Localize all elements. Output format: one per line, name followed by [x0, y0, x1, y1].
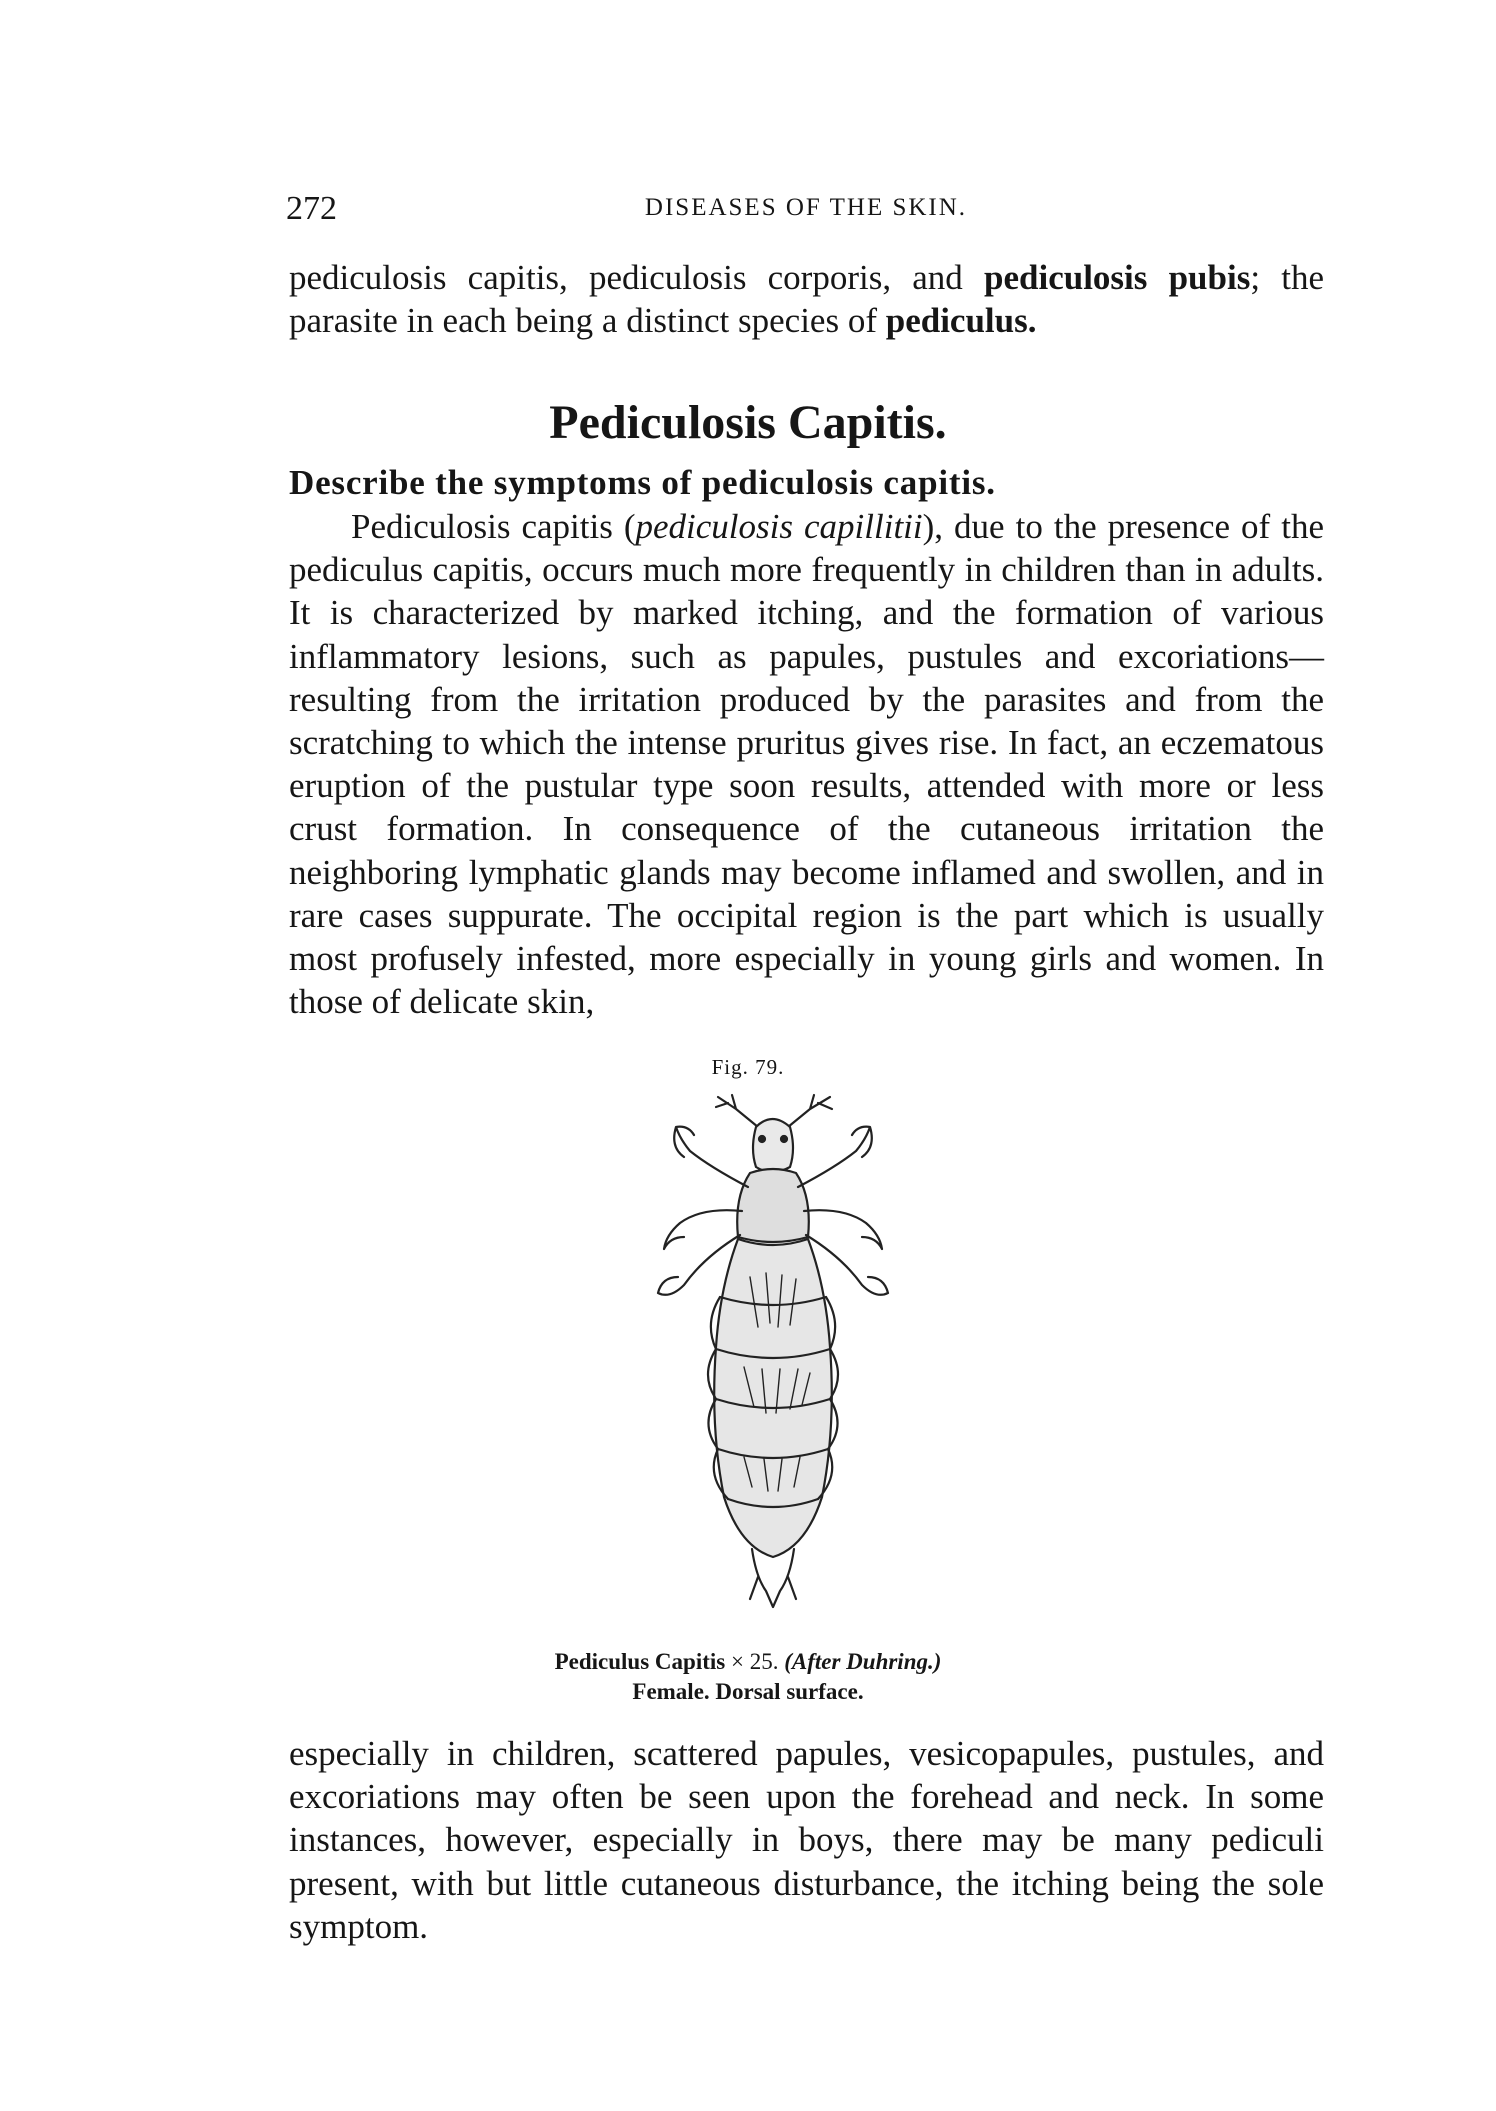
body1-rest: ), due to the presence of the pediculus capitis, occurs much more frequently in children than in adults. It is characterized by marked itching, and the formation of various inflammatory lesions, such as papules, pustules and excoriations—resulting from the irritation produced by the parasites and from the scratching to which the intense pruritus gives rise. In fact, an eczematous eruption of the pustular type soon results, attended with more or less crust formation. In consequence of the cutaneous irritation the neighboring lymphatic glands may become inflamed and swollen, and in rare cases suppurate. The occipital region is the part which is usually most profusely infested, more especially in young girls and women. In those of delicate skin,	[289, 507, 1324, 1022]
intro-paragraph	[289, 256, 1324, 342]
figure-label: Fig. 79.	[711, 1055, 785, 1079]
continuation-text: especially in children, scattered papules, vesicopapules, pustules, and excoriations may often be seen upon the forehead and neck. In some instances, however, especially in boys, there may be many pediculi present, with but little cutaneous disturbance, the itching being the sole symptom.	[289, 1734, 1324, 1946]
caption-magnification: × 25.	[725, 1649, 785, 1674]
body1-lead: Pediculosis capitis (	[351, 507, 636, 546]
intro-text-3: ; the parasite in each being a distinct species of	[289, 258, 1325, 341]
caption-detail: Female. Dorsal surface.	[632, 1679, 864, 1704]
intro-term-pediculus: pediculus.	[885, 301, 1037, 341]
caption-source: (After Duhring.)	[784, 1649, 942, 1674]
body1-latin-term: pediculosis capillitii	[635, 507, 923, 546]
symptoms-paragraph	[289, 505, 1324, 1023]
continuation-paragraph	[289, 1732, 1324, 1948]
page-number: 272	[286, 190, 337, 227]
louse-drawing	[640, 1087, 904, 1635]
running-title: DISEASES OF THE SKIN.	[644, 194, 968, 221]
section-title: Pediculosis Capitis.	[549, 396, 947, 449]
running-head	[286, 190, 1326, 230]
intro-text-1: pediculosis capitis, pediculosis corporis, and	[289, 258, 985, 297]
louse-illustration	[640, 1087, 904, 1635]
question-heading: Describe the symptoms of pediculosis capitis.	[289, 463, 996, 502]
intro-term-pubis: pediculosis pubis	[984, 258, 1251, 297]
figure-caption	[0, 1647, 1496, 1707]
caption-species: Pediculus Capitis	[554, 1649, 726, 1674]
